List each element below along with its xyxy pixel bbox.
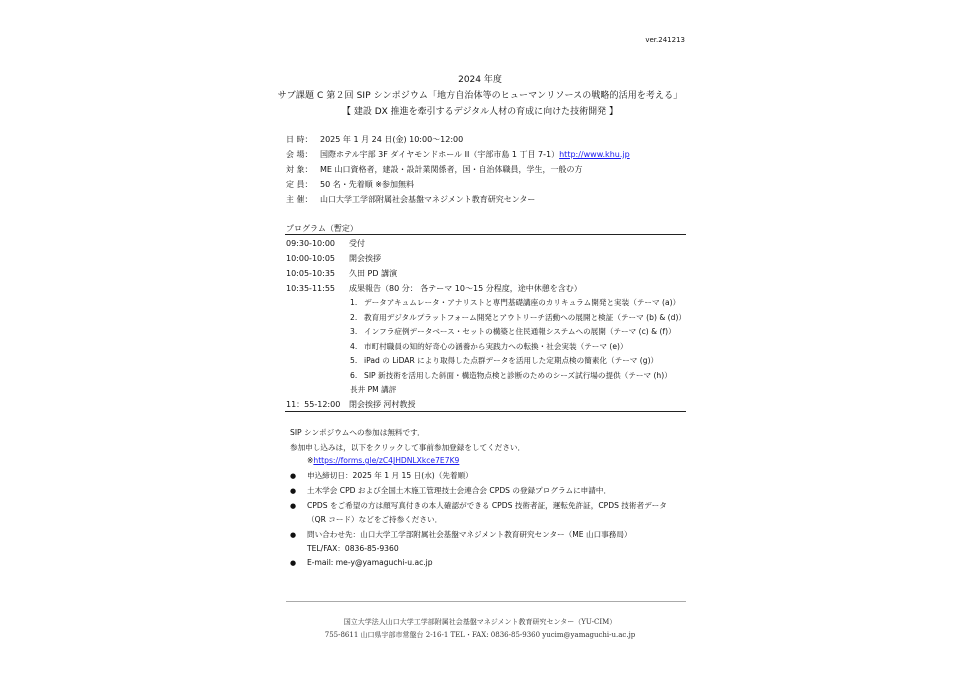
program-desc: 久田 PD 講演 xyxy=(349,269,398,278)
report-number: 2. xyxy=(350,313,358,322)
program-row xyxy=(286,399,416,410)
footer-divider xyxy=(286,601,686,602)
program-heading: プログラム（暫定） xyxy=(286,224,358,233)
bullet-continuation: TEL/FAX：0836-85-9360 xyxy=(307,544,399,553)
report-number: 4. xyxy=(350,342,358,351)
report-number: 1. xyxy=(350,298,358,307)
program-row xyxy=(286,238,365,249)
program-desc: 受付 xyxy=(349,239,365,248)
program-time: 10:05-10:35 xyxy=(286,269,335,278)
report-text: インフラ症例データベース・セットの構築と住民通報システムへの展開（テーマ (c) & (f)） xyxy=(364,327,676,336)
program-top-rule xyxy=(285,234,686,235)
bullet-icon: ● xyxy=(290,472,297,480)
bullet-text: 申込締切日：2025 年 1 月 15 日(水)（先着順） xyxy=(307,471,473,480)
bullet-item xyxy=(290,470,473,481)
capacity-value: 50 名・先着順 ※参加無料 xyxy=(320,180,414,189)
venue-value: 国際ホテル宇部 3F ダイヤモンドホール II（宇部市島 1 丁目 7-1） xyxy=(320,150,560,159)
info-organizer xyxy=(286,194,535,205)
report-text: iPad の LiDAR により取得した点群データを活用した定期点検の簡素化（テーマ (g)） xyxy=(364,356,659,365)
footer-org: 国立大学法人山口大学工学部附属社会基盤マネジメント教育研究センター（YU-CIM） xyxy=(343,618,617,626)
program-desc: 閉会挨拶 河村教授 xyxy=(349,400,416,409)
report-text: SIP 新技術を活用した斜面・構造物点検と診断のためのシーズ試行場の提供（テーマ (h)） xyxy=(364,371,672,380)
program-row xyxy=(286,253,381,264)
report-item xyxy=(350,370,672,381)
bullet-icon: ● xyxy=(290,531,297,539)
program-row xyxy=(286,268,397,279)
bullet-item xyxy=(290,529,632,540)
organizer-value: 山口大学工学部附属社会基盤マネジメント教育研究センター xyxy=(320,195,536,204)
program-desc: 成果報告（80 分： 各テーマ 10～15 分程度，途中休憩を含む） xyxy=(349,284,582,293)
info-capacity xyxy=(286,179,414,190)
registration-form-link[interactable]: https://forms.gle/zC4JHDNLXkce7E7K9 xyxy=(313,456,460,465)
bullet-icon: ● xyxy=(290,487,297,495)
version-label: ver.241213 xyxy=(645,36,685,44)
bullet-icon: ● xyxy=(290,559,297,567)
bullet-item xyxy=(290,558,433,567)
bullet-text: CPDS をご希望の方は顔写真付きの本人確認ができる CPDS 技術者証，運転免許証，CPDS 技術者データ xyxy=(307,501,667,510)
report-text: データアキュムレータ・アナリストと専門基礎講座のカリキュラム開発と実装（テーマ (a)） xyxy=(364,298,681,307)
form-prefix: ※ xyxy=(307,456,314,465)
info-venue xyxy=(286,149,630,160)
report-number: 3. xyxy=(350,327,358,336)
info-date xyxy=(286,134,463,145)
year-heading: 2024 年度 xyxy=(458,75,502,85)
report-text: 市町村職員の知的好奇心の涵養から実践力への転換・社会実装（テーマ (e)） xyxy=(364,342,628,351)
bullet-text: 問い合わせ先：山口大学工学部附属社会基盤マネジメント教育研究センター（ME 山口事務局） xyxy=(307,530,632,539)
lecture-item: 長井 PM 講評 xyxy=(350,385,397,394)
bullet-item xyxy=(290,485,611,496)
venue-label: 会 場： xyxy=(286,150,313,159)
email-text[interactable]: E-mail: me-y@yamaguchi-u.ac.jp xyxy=(307,558,433,567)
date-value: 2025 年 1 月 24 日(金) 10:00～12:00 xyxy=(320,135,464,144)
free-note: SIP シンポジウムへの参加は無料です． xyxy=(290,428,425,437)
report-item xyxy=(350,355,658,366)
report-item xyxy=(350,297,680,308)
report-item xyxy=(350,312,686,323)
program-time: 09:30-10:00 xyxy=(286,239,335,248)
bullet-text: 土木学会 CPD および全国土木施工管理技士会連合会 CPDS の登録プログラムに申請中． xyxy=(307,486,612,495)
form-link-line xyxy=(307,456,459,465)
symposium-title: サブ課題 C 第２回 SIP シンポジウム「地方自治体等のヒューマンリソースの戦略的活用を考える」 xyxy=(277,91,683,101)
symposium-subtitle: 【 建設 DX 推進を牽引するデジタル人材の育成に向けた技術開発 】 xyxy=(341,107,618,117)
target-label: 対 象： xyxy=(286,165,313,174)
bullet-item xyxy=(290,500,667,511)
program-desc: 開会挨拶 xyxy=(349,254,381,263)
venue-link[interactable]: http://www.khu.jp xyxy=(559,150,630,159)
info-target xyxy=(286,164,583,175)
report-text: 教育用デジタルプラットフォーム開発とアウトリーチ活動への展開と検証（テーマ (b) & (d)） xyxy=(364,313,686,322)
capacity-label: 定 員： xyxy=(286,180,313,189)
bullet-continuation: （QR コード）などをご持参ください． xyxy=(307,515,443,524)
target-value: ME 山口資格者，建設・設計業関係者，国・自治体職員，学生，一般の方 xyxy=(320,165,583,174)
report-item xyxy=(350,341,628,352)
footer-address: 755-8611 山口県宇部市常盤台 2-16-1 TEL・FAX: 0836-85-9360 yucim@yamaguchi-u.ac.jp xyxy=(324,631,636,639)
program-time: 10:00-10:05 xyxy=(286,254,335,263)
program-time: 10:35-11:55 xyxy=(286,284,335,293)
report-item xyxy=(350,326,676,337)
organizer-label: 主 催： xyxy=(286,195,313,204)
apply-note: 参加申し込みは，以下をクリックして事前参加登録をしてください． xyxy=(290,443,526,452)
program-time: 11：55-12:00 xyxy=(286,400,341,409)
program-row xyxy=(286,283,582,294)
program-bottom-rule xyxy=(285,411,686,412)
report-number: 5. xyxy=(350,356,358,365)
bullet-icon: ● xyxy=(290,502,297,510)
date-label: 日 時： xyxy=(286,135,313,144)
report-number: 6. xyxy=(350,371,358,380)
